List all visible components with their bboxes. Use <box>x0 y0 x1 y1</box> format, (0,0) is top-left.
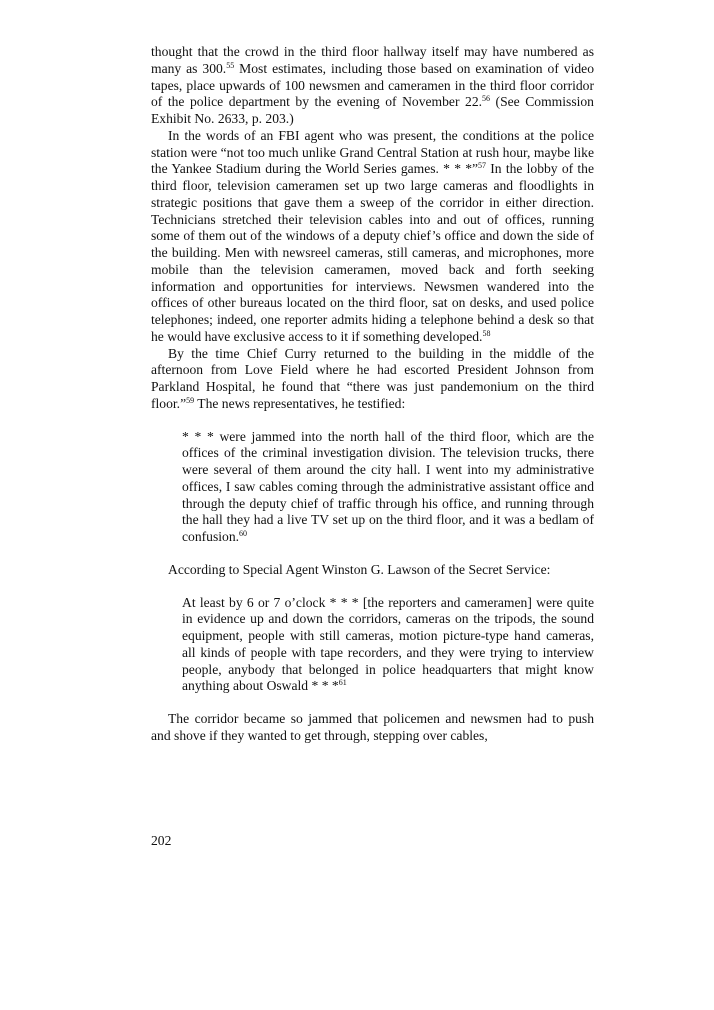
paragraph-crowd-estimate: thought that the crowd in the third floor hallway itself may have numbered as many as 300.55 Most estimates, including those based on examination of video tapes, place upwards of 100 newsmen and cameramen in the third floor corridor of the police department by the evening of November 22.56 (See Commission Exhibit No. 2633, p. 203.) <box>151 44 594 126</box>
footnote-ref: 60 <box>239 529 248 538</box>
footnote-ref: 58 <box>482 328 491 338</box>
page-number: 202 <box>151 833 172 848</box>
block-quote-lawson: At least by 6 or 7 o’clock * * * [the reporters and cameramen] were quite in evidence up and down the corridors, cameras on the tripods, the sound equipment, people with still cameras, motion picture-type hand cameras, all kinds of people with tape recorders, and they were trying to interview people, anybody that belonged in police headquarters that might know anything about Oswald * * *$^{61}$ <box>182 594 594 694</box>
footnote-ref: 61 <box>338 678 347 688</box>
footnote-ref: 59 <box>186 395 195 405</box>
footnote-ref: 56 <box>482 94 491 104</box>
paragraph-chief-curry: By the time Chief Curry returned to the building in the middle of the afternoon from Love Field where he had escorted President Johnson from Parkland Hospital, he found that “there was just pandemonium on the third floor.”$^{59}$ The news representatives, he testified: <box>151 345 594 411</box>
footnote-ref: 57 <box>478 161 487 171</box>
body-text <box>151 44 594 745</box>
paragraph-fbi-agent: In the words of an FBI agent who was present, the conditions at the police station were “not too much unlike Grand Central Station at rush hour, maybe like the Yankee Stadium during the World Series games. * * *”$^{57}$ In the lobby of the third floor, television cameramen set up two large cameras and floodlights in strategic positions that gave them a sweep of the corridor in either direction. Technicians stretched their television cables into and out of offices, running some of them out of the windows of a deputy chief’s office and down the side of the building. Men with newsreel cameras, still cameras, and microphones, more mobile than the television cameramen, moved back and forth seeking information and opportunities for interviews. Newsmen wandered into the offices of other bureaus located on the third floor, sat on desks, and used police telephones; indeed, one reporter admits hiding a telephone behind a desk so that he would have exclusive access to it if something developed.$^{58}$ <box>151 127 594 344</box>
block-quote-curry: * * * were jammed into the north hall of the third floor, which are the offices of the criminal investigation division. The television trucks, there were several of them around the city hall. I went into my administrative offices, I saw cables coming through the administrative assistant office and through the deputy chief of traffic through his office, and running through the hall they had a live TV set up on the third floor, and it was a bedlam of confusion.$^{60}$ <box>182 428 594 544</box>
footnote-ref: 55 <box>226 60 235 70</box>
paragraph-corridor-jammed: The corridor became so jammed that policemen and newsmen had to push and shove if they wanted to get through, stepping over cables, <box>151 711 594 743</box>
paragraph-lawson-intro: According to Special Agent Winston G. Lawson of the Secret Service: <box>168 561 551 577</box>
